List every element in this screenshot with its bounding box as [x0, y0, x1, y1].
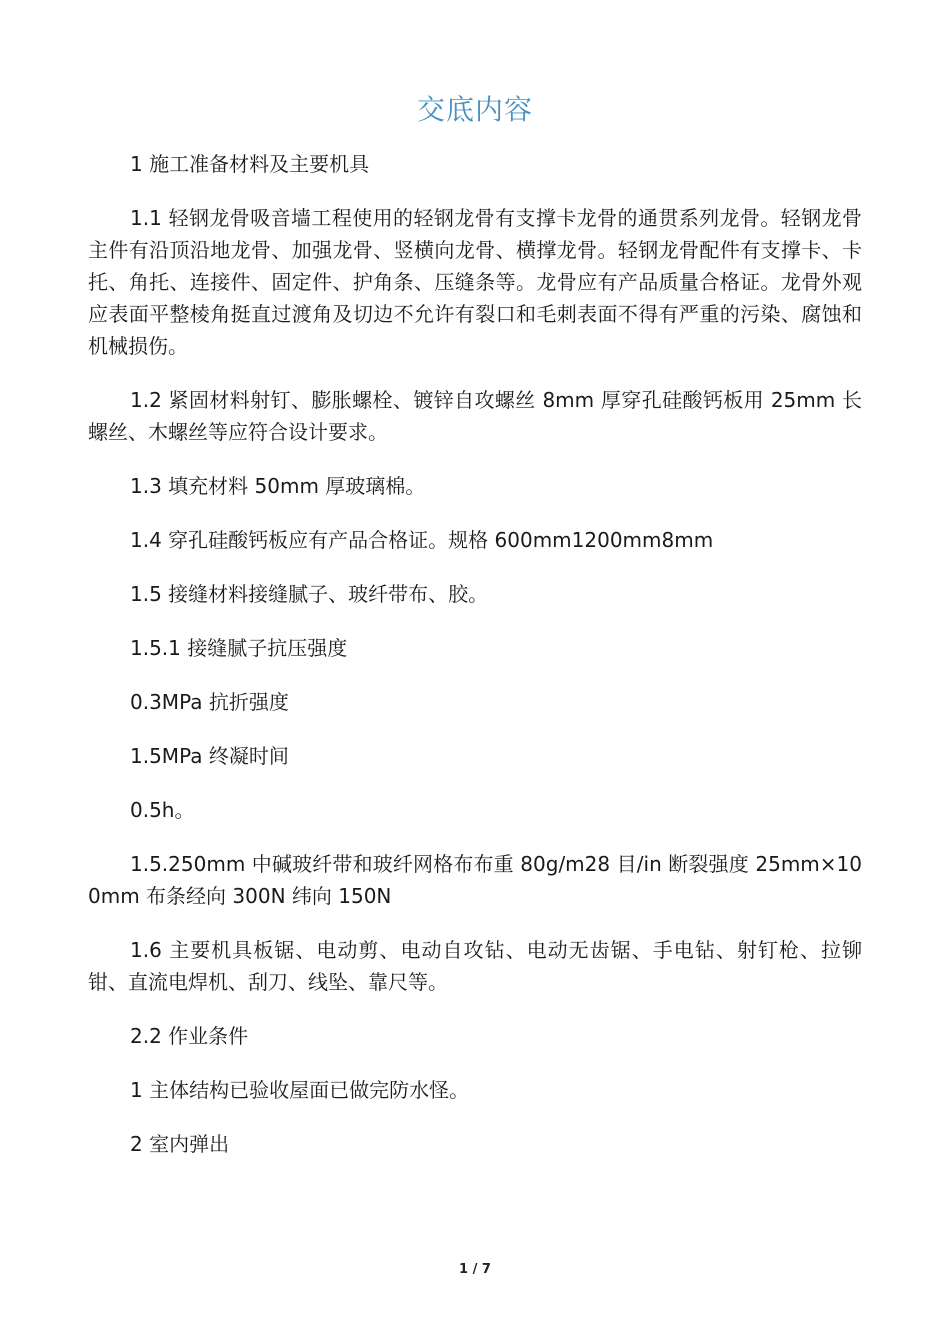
paragraph: 2.2 作业条件: [130, 1024, 249, 1048]
paragraph: 2 室内弹出: [130, 1132, 230, 1156]
paragraph: 1 施工准备材料及主要机具: [130, 152, 370, 176]
paragraph: 0.5h。: [130, 798, 195, 822]
paragraph: 1.6 主要机具板锯、电动剪、电动自攻钻、电动无齿锯、手电钻、射钉枪、拉铆钳、直流电焊机、刮刀、线坠、靠尺等。: [88, 938, 862, 994]
document-title: 交底内容: [416, 93, 533, 126]
paragraph: 1.5.250mm 中碱玻纤带和玻纤网格布布重 80g/m28 目/in 断裂强度 25mm×100mm 布条经向 300N 纬向 150N: [88, 852, 862, 908]
paragraph: 1.5.1 接缝腻子抗压强度: [130, 636, 348, 660]
paragraph: 1.4 穿孔硅酸钙板应有产品合格证。规格 600mm1200mm8mm: [130, 528, 714, 552]
paragraph: 1 主体结构已验收屋面已做完防水怪。: [130, 1078, 470, 1102]
paragraph: 0.3MPa 抗折强度: [130, 690, 289, 714]
paragraph: 1.2 紧固材料射钉、膨胀螺栓、镀锌自攻螺丝 8mm 厚穿孔硅酸钙板用 25mm 长螺丝、木螺丝等应符合设计要求。: [88, 388, 862, 444]
paragraph: 1.3 填充材料 50mm 厚玻璃棉。: [130, 474, 426, 498]
paragraph: 1.1 轻钢龙骨吸音墙工程使用的轻钢龙骨有支撑卡龙骨的通贯系列龙骨。轻钢龙骨主件有沿顶沿地龙骨、加强龙骨、竖横向龙骨、横撑龙骨。轻钢龙骨配件有支撑卡、卡托、角托、连接件、固定件、护角条、压缝条等。龙骨应有产品质量合格证。龙骨外观应表面平整棱角挺直过渡角及切边不允许有裂口和毛刺表面不得有严重的污染、腐蚀和机械损伤。: [88, 206, 862, 358]
document-body: [88, 148, 862, 1182]
page-number: 1 / 7: [459, 1262, 491, 1277]
paragraph: 1.5 接缝材料接缝腻子、玻纤带布、胶。: [130, 582, 489, 606]
paragraph: 1.5MPa 终凝时间: [130, 744, 289, 768]
